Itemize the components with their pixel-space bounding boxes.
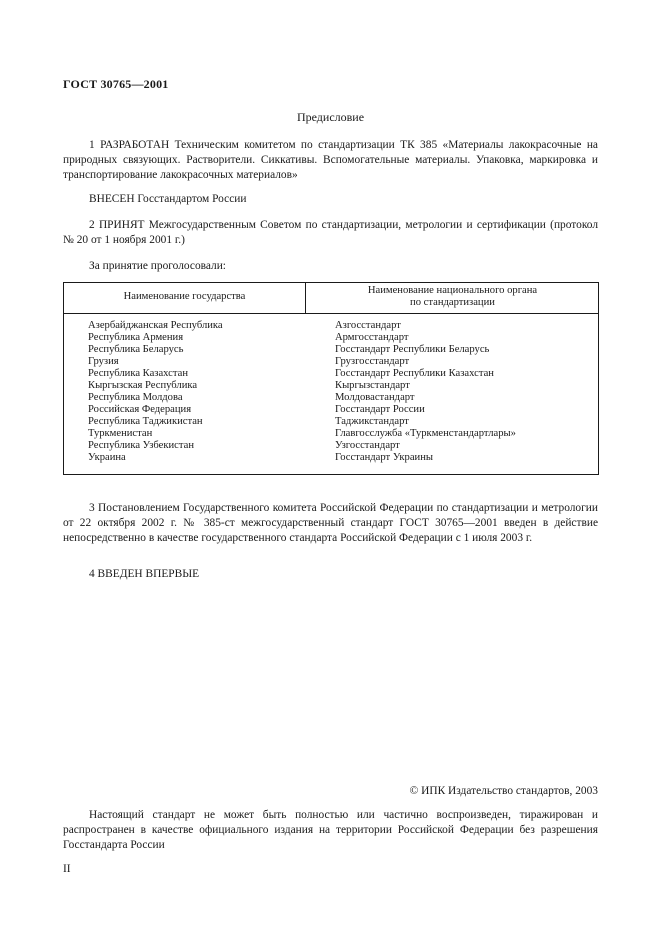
reproduction-notice: Настоящий стандарт не может быть полностью или частично воспроизведен, тиражирован и распространен в качестве официального издания на территории Российской Федерации без разрешения Госстандарта России xyxy=(63,809,598,851)
paragraph-introduced: ВНЕСЕН Госстандартом России xyxy=(89,193,247,205)
page-number: II xyxy=(63,863,71,875)
paragraph-resolution: 3 Постановлением Государственного комитета Российской Федерации по стандартизации и метрологии от 22 октября 2002 г. № 385-ст межгосударственный стандарт ГОСТ 30765—2001 введен в действие непосредственно в качестве государственного стандарта Российской Федерации с 1 июля 2003 г. xyxy=(63,502,598,544)
table-cell-state: Туркменистан xyxy=(88,428,153,439)
paragraph-adopted: 2 ПРИНЯТ Межгосударственным Советом по стандартизации, метрологии и сертификации (протокол № 20 от 1 ноября 2001 г.) xyxy=(63,219,598,246)
table-cell-state: Республика Молдова xyxy=(88,392,183,403)
paragraph-developed: 1 РАЗРАБОТАН Техническим комитетом по стандартизации ТК 385 «Материалы лакокрасочные на природных связующих. Растворители. Сиккативы. Вспомогательные материалы. Упаковка, маркировка и транспортирование лакокрасочных материалов» xyxy=(63,139,598,181)
table-column-bodies xyxy=(335,320,516,464)
table-cell-body: Узгосстандарт xyxy=(335,440,400,451)
page-title: Предисловие xyxy=(296,110,365,124)
table-cell-body: Армгосстандарт xyxy=(335,332,409,343)
table-column-states xyxy=(88,320,223,464)
table-cell-state: Республика Таджикистан xyxy=(88,416,203,427)
table-cell-state: Республика Узбекистан xyxy=(88,440,195,451)
table-cell-body: Кыргызстандарт xyxy=(335,380,410,391)
table-cell-body: Таджикстандарт xyxy=(335,416,409,427)
table-cell-state: Республика Армения xyxy=(88,332,184,343)
table-cell-state: Российская Федерация xyxy=(88,404,192,415)
standard-code: ГОСТ 30765—2001 xyxy=(63,77,169,91)
table-cell-state: Грузия xyxy=(88,356,119,367)
table-header-body xyxy=(306,285,599,309)
table-cell-body: Грузгосстандарт xyxy=(335,356,410,367)
table-cell-body: Молдовастандарт xyxy=(335,392,415,403)
table-cell-state: Кыргызская Республика xyxy=(88,380,198,391)
copyright-line: © ИПК Издательство стандартов, 2003 xyxy=(409,785,598,797)
paragraph-voted: За принятие проголосовали: xyxy=(89,260,226,272)
table-header-body-line1: Наименование национального органа xyxy=(367,285,538,296)
table-header-state: Наименование государства xyxy=(123,291,246,302)
table-cell-state: Республика Беларусь xyxy=(88,344,184,355)
table-cell-body: Госстандарт Республики Беларусь xyxy=(335,344,490,355)
table-cell-body: Госстандарт Республики Казахстан xyxy=(335,368,494,379)
table-cell-state: Украина xyxy=(88,452,126,463)
table-cell-body: Госстандарт Украины xyxy=(335,452,433,463)
table-cell-body: Азгосстандарт xyxy=(335,320,401,331)
table-header-body-line2: по стандартизации xyxy=(410,297,495,308)
paragraph-first-introduced: 4 ВВЕДЕН ВПЕРВЫЕ xyxy=(89,568,200,580)
table-header-divider xyxy=(64,313,598,314)
table-cell-state: Республика Казахстан xyxy=(88,368,189,379)
voting-table xyxy=(63,282,599,475)
table-cell-state: Азербайджанская Республика xyxy=(88,320,223,331)
table-cell-body: Госстандарт России xyxy=(335,404,425,415)
table-cell-body: Главгосслужба «Туркменстандартлары» xyxy=(335,428,516,439)
